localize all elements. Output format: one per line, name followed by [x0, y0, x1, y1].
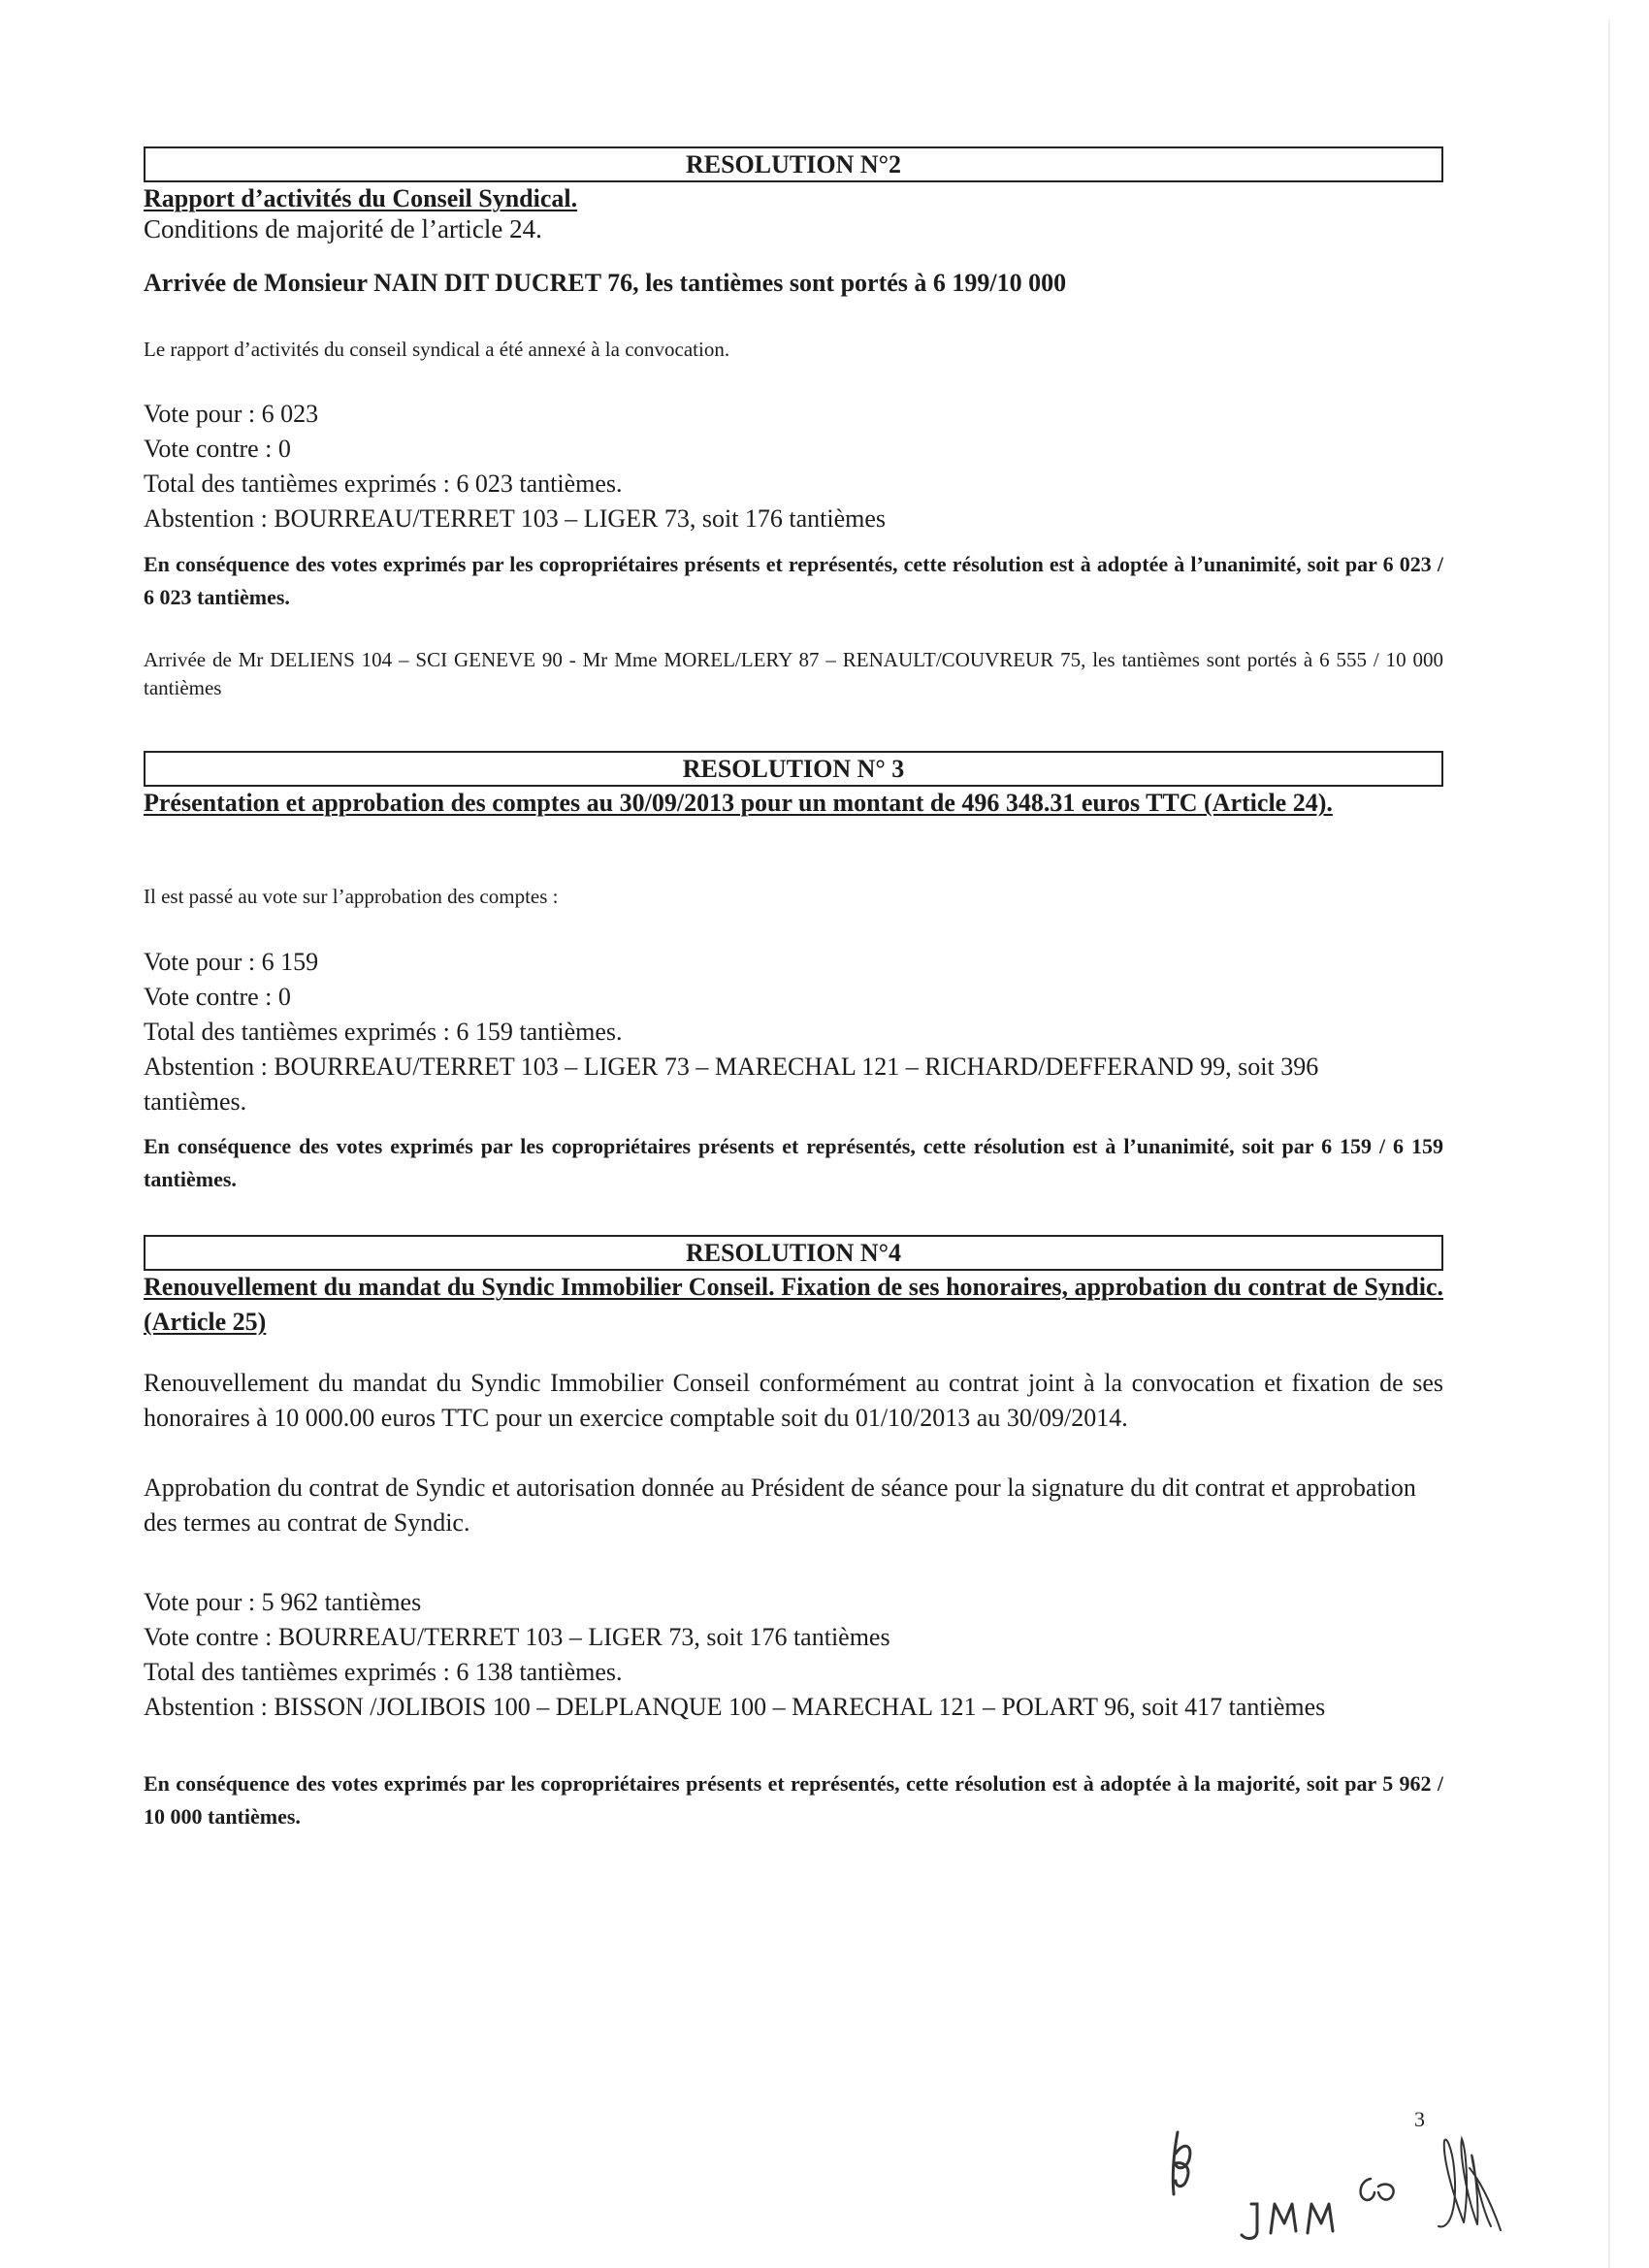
vote-against: Vote contre : BOURREAU/TERRET 103 – LIGER 73, soit 176 tantièmes	[144, 1623, 890, 1651]
resolution-3-votes	[144, 945, 1443, 1119]
vote-against: Vote contre : 0	[144, 983, 291, 1011]
page-number: 3	[1414, 2107, 1425, 2131]
resolution-3-conclusion: En conséquence des votes exprimés par les copropriétaires présents et représentés, cette résolution est à l’unanimité, soit par 6 159 / 6 159 tantièmes.	[144, 1134, 1443, 1191]
resolution-2-header: RESOLUTION N°2	[144, 146, 1443, 182]
vote-abstention: Abstention : BOURREAU/TERRET 103 – LIGER 73, soit 176 tantièmes	[144, 504, 887, 533]
resolution-2-arrival-after: Arrivée de Mr DELIENS 104 – SCI GENEVE 90 - Mr Mme MOREL/LERY 87 – RENAULT/COUVREUR 75, les tantièmes sont portés à 6 555 / 10 000 tantièmes	[144, 648, 1443, 699]
resolution-4-body-2: Approbation du contrat de Syndic et autorisation donnée au Président de séance pour la signature du dit contrat et approbation des termes au contrat de Syndic.	[144, 1474, 1416, 1537]
resolution-2-title: Rapport d’activités du Conseil Syndical.	[144, 184, 578, 212]
page-edge-line	[1608, 19, 1610, 2268]
vote-for: Vote pour : 6 159	[144, 948, 319, 976]
signature-initials-cd	[1353, 2173, 1411, 2212]
resolution-4-votes	[144, 1585, 1443, 1725]
resolution-2-conclusion: En conséquence des votes exprimés par les copropriétaires présents et représentés, cette résolution est à adoptée à l’unanimité, soit par 6 023 / 6 023 tantièmes.	[144, 552, 1443, 609]
vote-for: Vote pour : 6 023	[144, 400, 319, 428]
signature-initials-1	[1164, 2124, 1232, 2202]
resolution-2-majority: Conditions de majorité de l’article 24.	[144, 214, 542, 243]
resolution-2-arrival: Arrivée de Monsieur NAIN DIT DUCRET 76, les tantièmes sont portés à 6 199/10 000	[144, 269, 1067, 297]
vote-for: Vote pour : 5 962 tantièmes	[144, 1588, 422, 1616]
resolution-4-body-1: Renouvellement du mandat du Syndic Immobilier Conseil conformément au contrat joint à la convocation et fixation de ses honoraires à 10 000.00 euros TTC pour un exercice comptable soit du 01/10/2013 au 30/09/2014.	[144, 1369, 1443, 1432]
resolution-2-intro: Le rapport d’activités du conseil syndical a été annexé à la convocation.	[144, 338, 730, 361]
vote-against: Vote contre : 0	[144, 435, 291, 463]
vote-abstention: Abstention : BISSON /JOLIBOIS 100 – DELPLANQUE 100 – MARECHAL 121 – POLART 96, soit 417 tantièmes	[144, 1693, 1326, 1721]
signature-scribble	[1431, 2129, 1518, 2236]
resolution-3-intro: Il est passé au vote sur l’approbation des comptes :	[144, 885, 559, 908]
resolution-4-conclusion: En conséquence des votes exprimés par les copropriétaires présents et représentés, cette résolution est à adoptée à la majorité, soit par 5 962 / 10 000 tantièmes.	[144, 1771, 1443, 1829]
vote-total: Total des tantièmes exprimés : 6 159 tantièmes.	[144, 1018, 623, 1046]
vote-abstention: Abstention : BOURREAU/TERRET 103 – LIGER 73 – MARECHAL 121 – RICHARD/DEFFERAND 99, soit 396 tantièmes.	[144, 1053, 1319, 1116]
vote-total: Total des tantièmes exprimés : 6 138 tantièmes.	[144, 1658, 623, 1686]
resolution-4-header: RESOLUTION N°4	[144, 1235, 1443, 1271]
signature-initials-jmm	[1232, 2192, 1368, 2251]
vote-total: Total des tantièmes exprimés : 6 023 tantièmes.	[144, 470, 623, 498]
resolution-3-header: RESOLUTION N° 3	[144, 751, 1443, 787]
resolution-4-title: Renouvellement du mandat du Syndic Immobilier Conseil. Fixation de ses honoraires, approbation du contrat de Syndic.(Article 25)	[144, 1273, 1443, 1336]
resolution-2-votes	[144, 397, 1443, 536]
resolution-3-title: Présentation et approbation des comptes au 30/09/2013 pour un montant de 496 348.31 euros TTC (Article 24).	[144, 789, 1333, 817]
